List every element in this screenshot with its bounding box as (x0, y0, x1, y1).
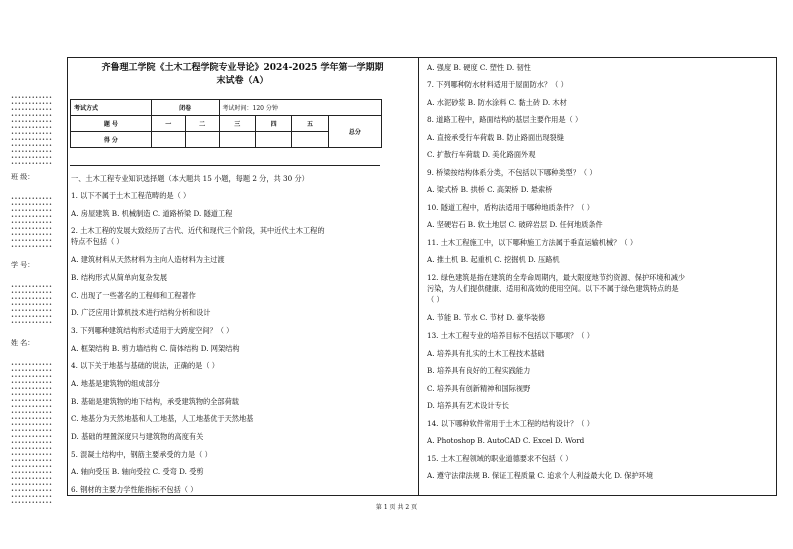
column-header: 五 (292, 116, 328, 132)
name-label: 姓 名： (11, 339, 35, 347)
question-line: D. 基础的埋置深度只与建筑物的高度有关 (71, 432, 204, 441)
question-line: A. Photoshop B. AutoCAD C. Excel D. Word (427, 436, 585, 445)
question-line: 污染，为人们提供健康、适用和高效的使用空间。以下不属于绿色建筑特点的是 (427, 284, 679, 293)
question-line: （ ） (427, 295, 444, 304)
question-line: A. 强度 B. 硬度 C. 塑性 D. 韧性 (427, 63, 531, 72)
question-line: A. 框架结构 B. 剪力墙结构 C. 筒体结构 D. 网架结构 (71, 344, 240, 353)
question-line: A. 节能 B. 节水 C. 节材 D. 豪华装修 (427, 313, 546, 322)
question-line: 12. 绿色建筑是指在建筑的全寿命周期内，最大限度地节约资源、保护环境和减少 (427, 273, 686, 282)
question-line: 10. 隧道工程中，盾构法适用于哪种地质条件？（ ） (427, 203, 594, 212)
question-line: 1. 以下不属于土木工程范畴的是（ ） (71, 191, 191, 200)
score-label: 得 分 (71, 132, 152, 148)
question-line: C. 培养具有创新精神和国际视野 (427, 384, 531, 393)
class-label: 班 级： (11, 173, 35, 181)
total-score-label: 总分 (328, 116, 381, 148)
student-id-label: 学 号： (11, 261, 35, 269)
page-number: 第 1 页 共 2 页 (375, 504, 418, 511)
question-line: A. 梁式桥 B. 拱桥 C. 高架桥 D. 悬索桥 (427, 185, 553, 194)
question-line: 7. 下列哪种防水材料适用于屋面防水？（ ） (427, 80, 568, 89)
question-line: 4. 以下关于地基与基础的说法，正确的是（ ） (71, 361, 219, 370)
question-line: 3. 下列哪种建筑结构形式适用于大跨度空间？（ ） (71, 326, 234, 335)
question-line: 6. 钢材的主要力学性能指标不包括（ ） (71, 485, 198, 494)
question-line: C. 地基分为天然地基和人工地基，人工地基优于天然地基 (71, 414, 254, 423)
question-line: 14. 以下哪种软件常用于土木工程的结构设计？（ ） (427, 419, 594, 428)
question-line: A. 遵守法律法规 B. 保证工程质量 C. 追求个人利益最大化 D. 保护环境 (427, 471, 654, 480)
column-header: 二 (185, 116, 219, 132)
score-cell (185, 132, 219, 148)
dotted-line: •••••••••••• •••••••••••• •••••••••••• •••••••••••• •••••••••••• •••••••••••• •••••••••••• (11, 284, 53, 326)
dotted-line: •••••••••••• •••••••••••• •••••••••••• •••••••••••• •••••••••••• •••••••••••• •••••••••••• •••••••••••• •••••••••••• •••••••••••• •••••••••••• •••••••••••• (11, 95, 53, 167)
exam-method-label: 考试方式 (71, 100, 152, 116)
question-number-label: 题 号 (71, 116, 152, 132)
score-cell (255, 132, 291, 148)
question-line: B. 培养具有良好的工程实践能力 (427, 366, 531, 375)
score-cell (219, 132, 255, 148)
title-line-1: 齐鲁理工学院《土木工程学院专业导论》2024-2025 学年第一学期期 (101, 63, 384, 73)
question-line: A. 直接承受行车荷载 B. 防止路面出现裂缝 (427, 133, 564, 142)
question-line: D. 培养具有艺术设计专长 (427, 401, 509, 410)
question-line: C. 扩散行车荷载 D. 美化路面外观 (427, 150, 536, 159)
question-line: A. 推土机 B. 起重机 C. 挖掘机 D. 压路机 (427, 255, 560, 264)
question-line: 2. 土木工程的发展大致经历了古代、近代和现代三个阶段，其中近代土木工程的 (71, 226, 325, 235)
question-line: 15. 土木工程领域的职业道德要求不包括（ ） (427, 454, 573, 463)
question-line: D. 广泛应用计算机技术进行结构分析和设计 (71, 308, 211, 317)
question-line: B. 基础是建筑物的地下结构，承受建筑物的全部荷载 (71, 397, 239, 406)
column-header: 三 (219, 116, 255, 132)
question-line: C. 出现了一些著名的工程师和工程著作 (71, 291, 196, 300)
column-divider (418, 57, 419, 496)
question-line: 8. 道路工程中，路面结构的基层主要作用是（ ） (427, 115, 583, 124)
dotted-line: •••••••••••• •••••••••••• •••••••••••• •••••••••••• •••••••••••• •••••••••••• •••••••••••• •••••••••••• •••••••••••• •••••••••••• •••••••••••• •••••••••••• •••••••••••• •••••••••••• •••••••••••• •••••••••••• •••••••••••• •••••••••••• •••••••••••• •••••••••••• •••••••••••• •••••••••••• •••••••••••• •••••••••••• (11, 362, 53, 506)
section-rule (70, 165, 380, 166)
question-line: 11. 土木工程施工中，以下哪种施工方法属于垂直运输机械？（ ） (427, 238, 638, 247)
exam-time: 考试时间：120 分钟 (219, 100, 381, 116)
exam-title (70, 62, 415, 88)
section-heading: 一、土木工程专业知识选择题（本大题共 15 小题，每题 2 分，共 30 分） (71, 174, 309, 183)
question-line: A. 水泥砂浆 B. 防水涂料 C. 黏土砖 D. 木材 (427, 98, 567, 107)
question-line: 5. 混凝土结构中，钢筋主要承受的力是（ ） (71, 450, 212, 459)
dotted-line: •••••••••••• •••••••••••• •••••••••••• •••••••••••• •••••••••••• •••••••••••• •••••••••••• •••••••••••• •••••••••••• (11, 196, 53, 250)
column-header: 四 (255, 116, 291, 132)
question-line: A. 轴向受压 B. 轴向受拉 C. 受弯 D. 受剪 (71, 467, 204, 476)
question-line: A. 地基是建筑物的组成部分 (71, 379, 160, 388)
score-cell (292, 132, 328, 148)
question-line: 特点不包括（ ） (71, 237, 124, 246)
score-cell (151, 132, 185, 148)
score-table (70, 99, 382, 148)
question-line: 13. 土木工程专业的培养目标不包括以下哪项？（ ） (427, 331, 594, 340)
exam-method-value: 闭卷 (151, 100, 219, 116)
question-line: 9. 桥梁按结构体系分类，不包括以下哪种类型？（ ） (427, 168, 597, 177)
title-line-2: 末试卷（A） (216, 76, 269, 86)
question-line: A. 坚硬岩石 B. 软土地层 C. 破碎岩层 D. 任何地质条件 (427, 220, 603, 229)
question-line: A. 房屋建筑 B. 机械制造 C. 道路桥梁 D. 隧道工程 (71, 209, 233, 218)
question-line: A. 培养具有扎实的土木工程技术基础 (427, 349, 545, 358)
question-line: B. 结构形式从简单向复杂发展 (71, 273, 168, 282)
column-header: 一 (151, 116, 185, 132)
question-line: A. 建筑材料从天然材料为主向人造材料为主过渡 (71, 255, 225, 264)
